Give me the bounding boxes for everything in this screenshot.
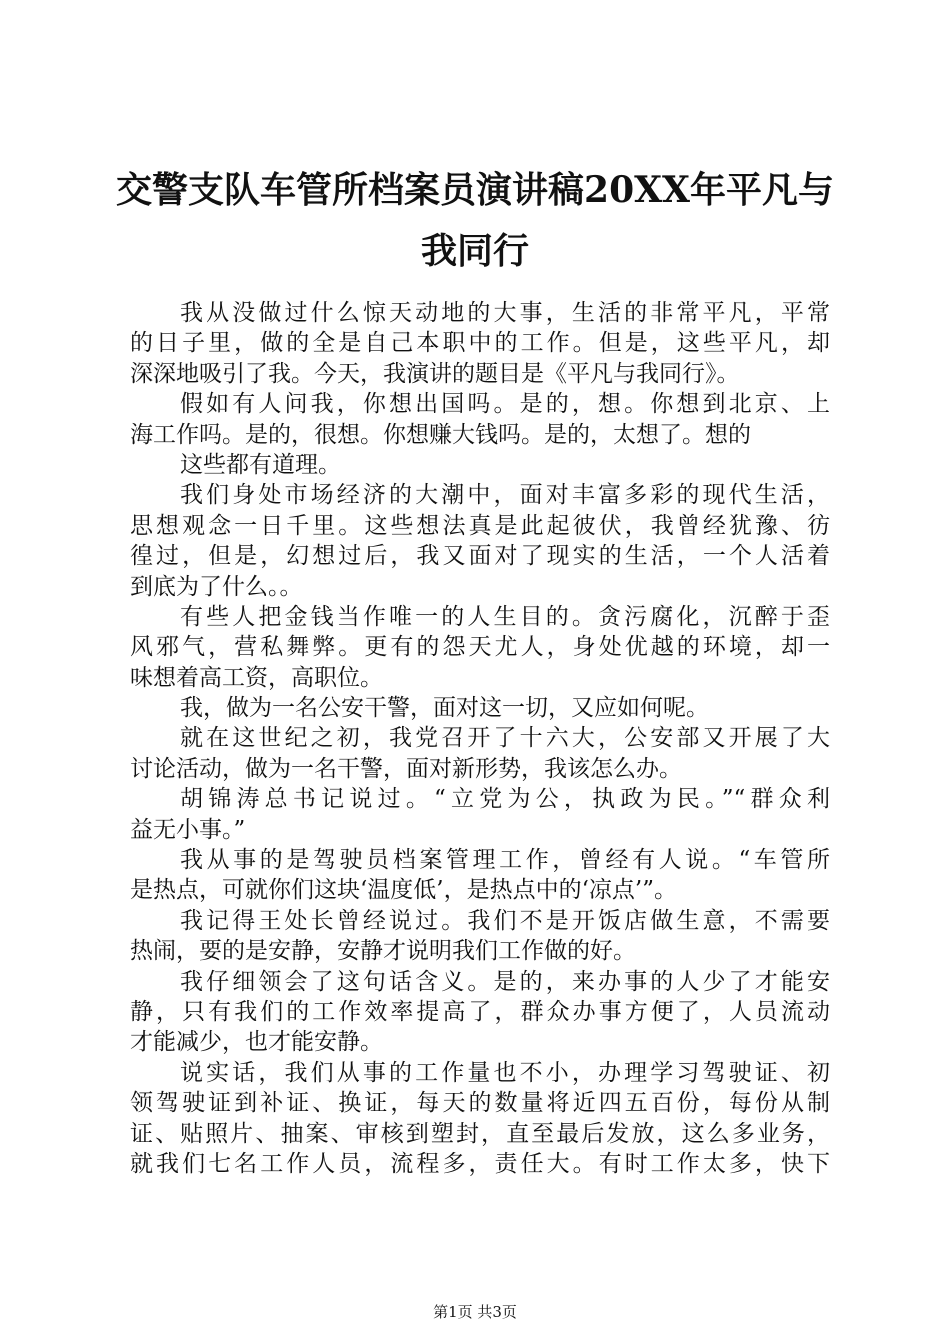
body-text-line: 假如有人问我，你想出国吗。是的，想。你想到北京、上 (180, 391, 830, 418)
body-text-line: 静，只有我们的工作效率提高了，群众办事方便了，人员流动 (130, 998, 830, 1025)
body-text-line: 证、贴照片、抽案、审核到塑封，直至最后发放，这么多业务， (130, 1120, 830, 1147)
body-text-line: 味想着高工资，高职位。 (130, 664, 383, 691)
body-text-line: 是热点，可就你们这块‘温度低’，是热点中的‘凉点’”。 (130, 877, 678, 904)
body-text-line: 我记得王处长曾经说过。我们不是开饭店做生意，不需要 (180, 907, 830, 934)
body-text-line: 就我们七名工作人员，流程多，责任大。有时工作太多，快下 (130, 1150, 830, 1177)
document-body (130, 298, 830, 1179)
body-text-line: 我，做为一名公安干警，面对这一切，又应如何呢。 (180, 695, 709, 722)
body-text-line: 有些人把金钱当作唯一的人生目的。贪污腐化，沉醉于歪 (180, 603, 830, 630)
body-text-line: 我从没做过什么惊天动地的大事，生活的非常平凡，平常 (180, 300, 830, 326)
body-text-line: 就在这世纪之初，我党召开了十六大，公安部又开展了大 (180, 725, 830, 752)
body-text-line: 讨论活动，做为一名干警，面对新形势，我该怎么办。 (130, 755, 682, 782)
document-title-line-2: 我同行 (420, 230, 529, 272)
body-text-line: 深深地吸引了我。今天，我演讲的题目是《平凡与我同行》。 (130, 360, 740, 387)
body-text-line: 热闹，要的是安静，安静才说明我们工作做的好。 (130, 938, 636, 965)
body-text-line: 海工作吗。是的，很想。你想赚大钱吗。是的，太想了。想的 (130, 421, 751, 448)
body-text-line: 益无小事。” (130, 816, 246, 843)
body-text-line: 徨过，但是，幻想过后，我又面对了现实的生活，一个人活着 (130, 543, 830, 570)
body-text-line: 领驾驶证到补证、换证，每天的数量将近四五百份，每份从制 (130, 1090, 830, 1117)
body-text-line: 才能减少，也才能安静。 (130, 1029, 383, 1056)
page-footer: 第1页 共3页 (433, 1303, 517, 1321)
body-text-line: 风邪气，营私舞弊。更有的怨天尤人，身处优越的环境，却一 (130, 634, 830, 661)
body-text-line: 我们身处市场经济的大潮中，面对丰富多彩的现代生活， (180, 482, 830, 509)
body-text-line: 这些都有道理。 (180, 451, 341, 478)
document-title-line-1: 交警支队车管所档案员演讲稿20XX年平凡与 (116, 169, 834, 211)
body-text-line: 胡锦涛总书记说过。“立党为公，执政为民。”“群众利 (180, 786, 830, 813)
body-text-line: 的日子里，做的全是自己本职中的工作。但是，这些平凡，却 (130, 330, 830, 357)
body-text-line: 我仔细领会了这句话含义。是的，来办事的人少了才能安 (180, 968, 830, 995)
body-text-line: 我从事的是驾驶员档案管理工作，曾经有人说。“车管所 (180, 847, 830, 874)
body-text-line: 说实话，我们从事的工作量也不小，办理学习驾驶证、初 (180, 1059, 830, 1086)
body-text-line: 思想观念一日千里。这些想法真是此起彼伏，我曾经犹豫、彷 (130, 512, 830, 539)
body-text-line: 到底为了什么。。 (130, 573, 303, 600)
